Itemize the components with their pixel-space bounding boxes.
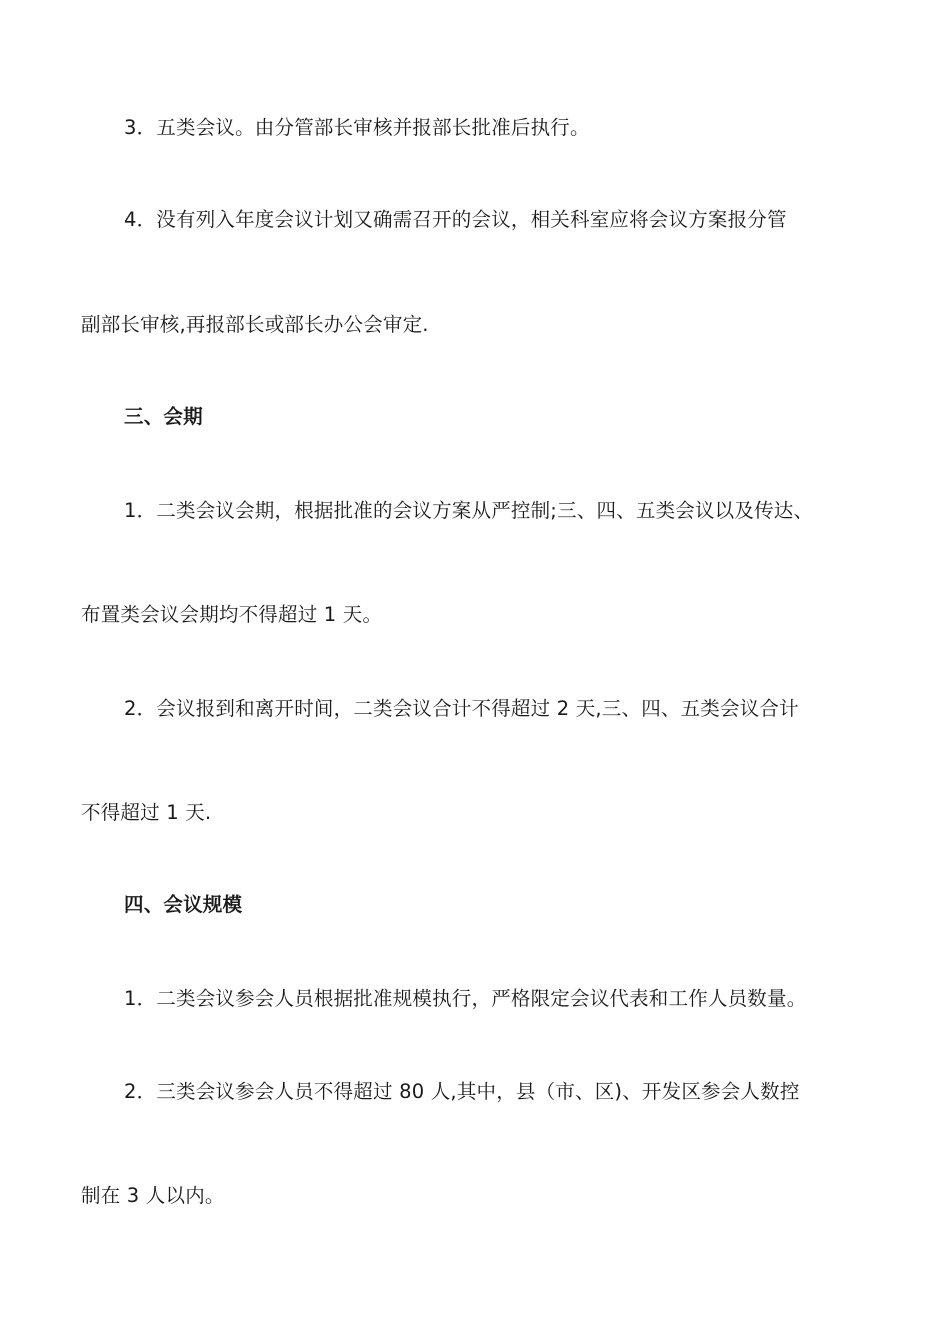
paragraph-line: 不得超过 1 天. <box>81 801 212 824</box>
paragraph-line: 4．没有列入年度会议计划又确需召开的会议，相关科室应将会议方案报分管 <box>124 208 787 231</box>
paragraph-line: 副部长审核,再报部长或部长办公会审定. <box>81 313 429 336</box>
paragraph-line: 布置类会议会期均不得超过 1 天。 <box>81 603 383 626</box>
paragraph-line: 3．五类会议。由分管部长审核并报部长批准后执行。 <box>124 116 590 139</box>
paragraph-line: 2．会议报到和离开时间，二类会议合计不得超过 2 天,三、四、五类会议合计 <box>124 697 799 720</box>
paragraph-line: 2．三类会议参会人员不得超过 80 人,其中，县（市、区)、开发区参会人数控 <box>124 1080 800 1103</box>
paragraph-line: 1．二类会议参会人员根据批准规模执行，严格限定会议代表和工作人员数量。 <box>124 987 807 1010</box>
paragraph-line: 制在 3 人以内。 <box>81 1184 225 1207</box>
paragraph-line: 1．二类会议会期，根据批准的会议方案从严控制;三、四、五类会议以及传达、 <box>124 499 814 522</box>
section-heading: 四、会议规模 <box>124 893 243 916</box>
section-heading: 三、会期 <box>124 405 203 428</box>
